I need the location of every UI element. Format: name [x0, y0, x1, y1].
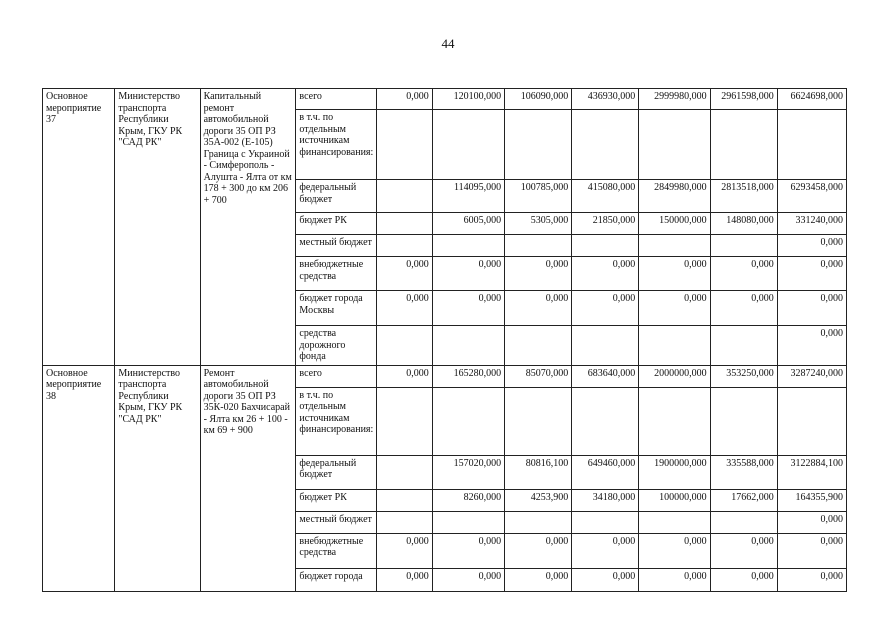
source-label-cell: в т.ч. по отдельным источникам финансирования:	[296, 387, 377, 455]
amount-cell: 80816,100	[505, 455, 572, 489]
amount-cell	[639, 235, 710, 257]
event-cell: Основное мероприятие 38	[43, 365, 115, 591]
amount-cell: 100785,000	[505, 180, 572, 213]
source-label-cell: средства дорожного фонда	[296, 326, 377, 366]
amount-cell	[505, 110, 572, 180]
financing-table	[42, 88, 847, 592]
amount-cell	[639, 387, 710, 455]
amount-cell	[377, 235, 432, 257]
amount-cell: 0,000	[777, 235, 846, 257]
source-label-cell: всего	[296, 89, 377, 110]
executor-cell: Министерство транспорта Республики Крым, ГКУ РК "САД РК"	[115, 365, 200, 591]
amount-cell	[505, 235, 572, 257]
amount-cell: 5305,000	[505, 213, 572, 235]
description-cell: Ремонт автомобильной дороги 35 ОП РЗ 35К-020 Бахчисарай - Ялта км 26 + 100 - км 69 + 900	[200, 365, 296, 591]
amount-cell: 0,000	[377, 291, 432, 326]
event-cell: Основное мероприятие 37	[43, 89, 115, 366]
amount-cell: 0,000	[572, 568, 639, 591]
amount-cell: 335588,000	[710, 455, 777, 489]
source-label-cell: в т.ч. по отдельным источникам финансирования:	[296, 110, 377, 180]
amount-cell	[377, 213, 432, 235]
executor-cell: Министерство транспорта Республики Крым, ГКУ РК "САД РК"	[115, 89, 200, 366]
amount-cell: 0,000	[777, 568, 846, 591]
amount-cell: 21850,000	[572, 213, 639, 235]
amount-cell: 0,000	[505, 291, 572, 326]
amount-cell	[639, 110, 710, 180]
amount-cell: 157020,000	[432, 455, 504, 489]
amount-cell: 3122884,100	[777, 455, 846, 489]
amount-cell: 8260,000	[432, 489, 504, 511]
amount-cell	[572, 110, 639, 180]
amount-cell: 0,000	[377, 365, 432, 387]
amount-cell: 0,000	[639, 257, 710, 291]
amount-cell: 683640,000	[572, 365, 639, 387]
amount-cell	[572, 387, 639, 455]
amount-cell: 0,000	[377, 257, 432, 291]
amount-cell: 6293458,000	[777, 180, 846, 213]
amount-cell: 100000,000	[639, 489, 710, 511]
amount-cell: 0,000	[710, 533, 777, 568]
amount-cell: 4253,900	[505, 489, 572, 511]
amount-cell	[377, 110, 432, 180]
amount-cell: 0,000	[777, 533, 846, 568]
amount-cell: 0,000	[710, 568, 777, 591]
amount-cell	[505, 326, 572, 366]
amount-cell	[377, 511, 432, 533]
amount-cell: 0,000	[432, 533, 504, 568]
amount-cell: 0,000	[377, 89, 432, 110]
amount-cell	[377, 326, 432, 366]
amount-cell: 649460,000	[572, 455, 639, 489]
amount-cell	[710, 326, 777, 366]
amount-cell	[377, 180, 432, 213]
amount-cell	[432, 326, 504, 366]
amount-cell	[505, 511, 572, 533]
amount-cell: 0,000	[432, 257, 504, 291]
source-label-cell: федеральный бюджет	[296, 180, 377, 213]
amount-cell	[710, 511, 777, 533]
amount-cell: 0,000	[777, 326, 846, 366]
amount-cell	[572, 235, 639, 257]
amount-cell	[710, 110, 777, 180]
amount-cell: 2961598,000	[710, 89, 777, 110]
description-cell: Капитальный ремонт автомобильной дороги 35 ОП РЗ 35А-002 (Е-105) Граница с Украиной - Симферополь - Алушта - Ялта от км 178 + 300 до км 206 + 700	[200, 89, 296, 366]
table-row	[43, 365, 847, 387]
amount-cell: 120100,000	[432, 89, 504, 110]
amount-cell: 0,000	[777, 511, 846, 533]
amount-cell	[432, 511, 504, 533]
page-number: 44	[441, 36, 455, 51]
amount-cell: 331240,000	[777, 213, 846, 235]
amount-cell: 34180,000	[572, 489, 639, 511]
amount-cell: 164355,900	[777, 489, 846, 511]
amount-cell	[432, 110, 504, 180]
source-label-cell: бюджет города	[296, 568, 377, 591]
amount-cell	[710, 235, 777, 257]
amount-cell	[639, 326, 710, 366]
amount-cell: 0,000	[505, 568, 572, 591]
amount-cell: 6624698,000	[777, 89, 846, 110]
amount-cell: 415080,000	[572, 180, 639, 213]
amount-cell: 165280,000	[432, 365, 504, 387]
amount-cell: 6005,000	[432, 213, 504, 235]
amount-cell	[572, 326, 639, 366]
amount-cell: 2999980,000	[639, 89, 710, 110]
amount-cell: 2000000,000	[639, 365, 710, 387]
amount-cell: 0,000	[377, 568, 432, 591]
amount-cell: 2849980,000	[639, 180, 710, 213]
source-label-cell: федеральный бюджет	[296, 455, 377, 489]
amount-cell	[377, 455, 432, 489]
amount-cell: 0,000	[432, 291, 504, 326]
amount-cell: 0,000	[572, 257, 639, 291]
amount-cell	[777, 387, 846, 455]
source-label-cell: местный бюджет	[296, 235, 377, 257]
amount-cell: 353250,000	[710, 365, 777, 387]
amount-cell	[377, 489, 432, 511]
source-label-cell: бюджет РК	[296, 489, 377, 511]
amount-cell: 85070,000	[505, 365, 572, 387]
amount-cell: 1900000,000	[639, 455, 710, 489]
amount-cell: 106090,000	[505, 89, 572, 110]
source-label-cell: местный бюджет	[296, 511, 377, 533]
amount-cell: 0,000	[505, 533, 572, 568]
amount-cell: 0,000	[777, 257, 846, 291]
amount-cell: 0,000	[710, 257, 777, 291]
source-label-cell: всего	[296, 365, 377, 387]
amount-cell: 0,000	[639, 568, 710, 591]
amount-cell	[432, 387, 504, 455]
amount-cell: 0,000	[377, 533, 432, 568]
amount-cell	[710, 387, 777, 455]
source-label-cell: внебюджетные средства	[296, 533, 377, 568]
amount-cell: 0,000	[572, 291, 639, 326]
amount-cell: 0,000	[710, 291, 777, 326]
financing-table-body	[43, 89, 847, 592]
amount-cell	[777, 110, 846, 180]
amount-cell: 0,000	[432, 568, 504, 591]
amount-cell: 0,000	[639, 533, 710, 568]
amount-cell	[572, 511, 639, 533]
amount-cell: 2813518,000	[710, 180, 777, 213]
amount-cell: 0,000	[572, 533, 639, 568]
amount-cell	[639, 511, 710, 533]
amount-cell: 0,000	[639, 291, 710, 326]
amount-cell: 17662,000	[710, 489, 777, 511]
source-label-cell: внебюджетные средства	[296, 257, 377, 291]
amount-cell	[377, 387, 432, 455]
amount-cell	[432, 235, 504, 257]
table-row	[43, 89, 847, 110]
amount-cell: 3287240,000	[777, 365, 846, 387]
amount-cell: 436930,000	[572, 89, 639, 110]
amount-cell: 150000,000	[639, 213, 710, 235]
amount-cell: 0,000	[505, 257, 572, 291]
amount-cell: 148080,000	[710, 213, 777, 235]
source-label-cell: бюджет РК	[296, 213, 377, 235]
source-label-cell: бюджет города Москвы	[296, 291, 377, 326]
amount-cell	[505, 387, 572, 455]
amount-cell: 114095,000	[432, 180, 504, 213]
amount-cell: 0,000	[777, 291, 846, 326]
